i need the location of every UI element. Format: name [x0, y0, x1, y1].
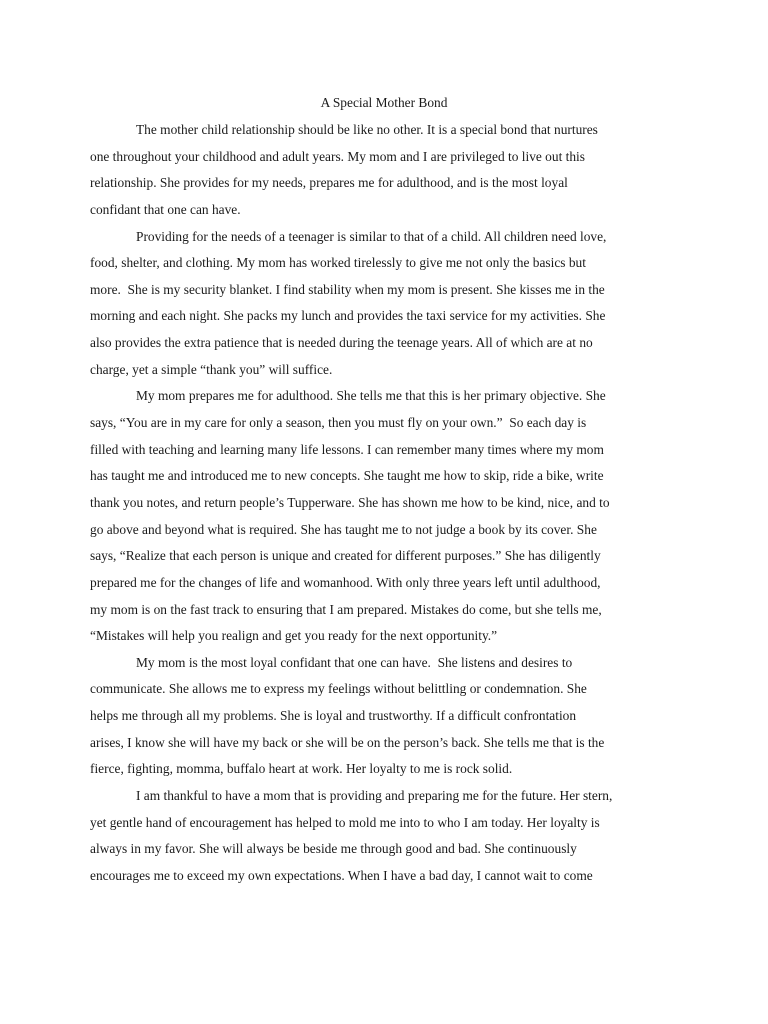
paragraph — [90, 653, 690, 786]
paragraph-line: encourages me to exceed my own expectations. When I have a bad day, I cannot wait to come — [90, 867, 593, 883]
paragraph-line: morning and each night. She packs my lunch and provides the taxi service for my activities. She — [90, 308, 606, 324]
paragraph-line: The mother child relationship should be like no other. It is a special bond that nurtures — [136, 122, 598, 137]
paragraph — [90, 786, 690, 893]
document-body — [90, 120, 690, 893]
paragraph-line: charge, yet a simple “thank you” will suffice. — [90, 361, 333, 377]
paragraph — [90, 386, 690, 652]
paragraph-line: always in my favor. She will always be beside me through good and bad. She continuously — [90, 841, 577, 857]
paragraph-line: confidant that one can have. — [90, 201, 241, 217]
paragraph-line: thank you notes, and return people’s Tupperware. She has shown me how to be kind, nice, and to — [90, 494, 610, 510]
paragraph-line: arises, I know she will have my back or she will be on the person’s back. She tells me that is the — [90, 734, 605, 750]
paragraph-line: more. She is my security blanket. I find stability when my mom is present. She kisses me in the — [90, 281, 605, 297]
paragraph-line: one throughout your childhood and adult years. My mom and I are privileged to live out this — [90, 148, 585, 164]
paragraph-line: communicate. She allows me to express my feelings without belittling or condemnation. She — [90, 681, 587, 697]
paragraph-line: Providing for the needs of a teenager is similar to that of a child. All children need love, — [136, 228, 607, 244]
paragraph-line: filled with teaching and learning many life lessons. I can remember many times where my mom — [90, 441, 604, 457]
paragraph-line: go above and beyond what is required. She has taught me to not judge a book by its cover. She — [90, 521, 597, 537]
paragraph-line: relationship. She provides for my needs, prepares me for adulthood, and is the most loyal — [90, 175, 568, 191]
paragraph-line: has taught me and introduced me to new concepts. She taught me how to skip, ride a bike, write — [90, 468, 604, 484]
paragraph-line: My mom is the most loyal confidant that one can have. She listens and desires to — [136, 654, 573, 670]
paragraph-line: food, shelter, and clothing. My mom has worked tirelessly to give me not only the basics but — [90, 255, 586, 271]
paragraph-line: fierce, fighting, momma, buffalo heart at work. Her loyalty to me is rock solid. — [90, 761, 513, 777]
paragraph-line: My mom prepares me for adulthood. She tells me that this is her primary objective. She — [136, 388, 606, 404]
paragraph-line: also provides the extra patience that is needed during the teenage years. All of which are at no — [90, 335, 593, 351]
paragraph-line: my mom is on the fast track to ensuring that I am prepared. Mistakes do come, but she tells me, — [90, 601, 602, 617]
paragraph-line: yet gentle hand of encouragement has helped to mold me into to who I am today. Her loyalty is — [90, 814, 600, 830]
paragraph-line: prepared me for the changes of life and womanhood. With only three years left until adulthood, — [90, 574, 601, 590]
paragraph-line: “Mistakes will help you realign and get you ready for the next opportunity.” — [90, 628, 498, 644]
paragraph — [90, 120, 690, 227]
paragraph-line: says, “You are in my care for only a season, then you must fly on your own.” So each day is — [90, 415, 587, 431]
paragraph — [90, 227, 690, 387]
paragraph-line: helps me through all my problems. She is loyal and trustworthy. If a difficult confrontation — [90, 708, 577, 724]
paragraph-line: says, “Realize that each person is unique and created for different purposes.” She has diligently — [90, 548, 601, 564]
document-title: A Special Mother Bond — [320, 95, 448, 110]
paragraph-line: I am thankful to have a mom that is providing and preparing me for the future. Her stern, — [136, 788, 613, 804]
